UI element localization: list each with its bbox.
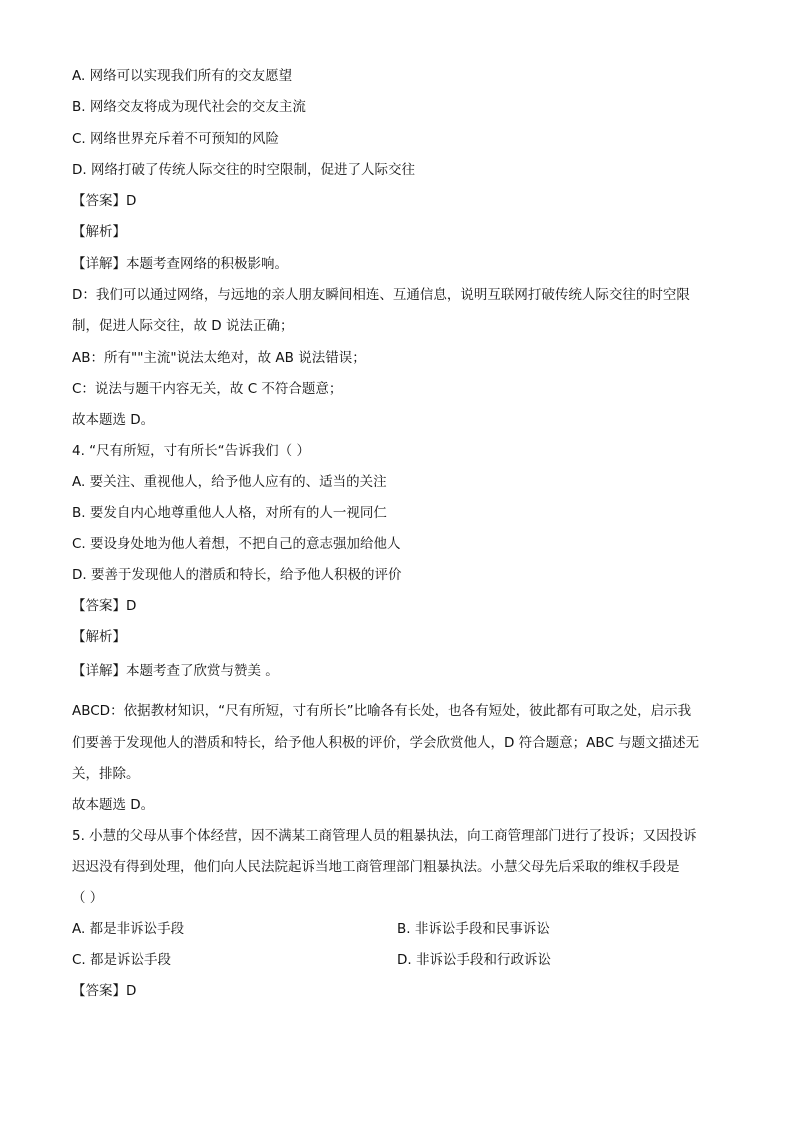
q4-option-d: D. 要善于发现他人的潜质和特长，给予他人积极的评价 [72, 567, 402, 583]
q3-option-a: A. 网络可以实现我们所有的交友愿望 [72, 68, 293, 84]
q4-analysis-heading: 【解析】 [72, 629, 126, 645]
q3-analysis-heading: 【解析】 [72, 224, 126, 240]
q5-option-a: A. 都是非诉讼手段 [72, 921, 185, 937]
q5-option-c: C. 都是诉讼手段 [72, 952, 172, 968]
q5-stem-line1: 5. 小慧的父母从事个体经营，因不满某工商管理人员的粗暴执法，向工商管理部门进行了投诉；又因投诉 [72, 828, 697, 844]
q4-stem: 4. “尺有所短，寸有所长“告诉我们（ ） [72, 443, 310, 459]
q4-conclusion: 故本题选 D。 [72, 797, 155, 813]
q4-detail: 【详解】本题考查了欣赏与赞美 。 [72, 663, 279, 679]
q4-explain-line3: 关，排除。 [72, 766, 140, 782]
q4-option-b: B. 要发自内心地尊重他人人格，对所有的人一视同仁 [72, 505, 387, 521]
q4-explain-line2: 们要善于发现他人的潜质和特长，给予他人积极的评价，学会欣赏他人，D 符合题意；ABC 与题文描述无 [72, 735, 700, 751]
q3-option-d: D. 网络打破了传统人际交往的时空限制，促进了人际交往 [72, 162, 415, 178]
q4-explain-line1: ABCD：依据教材知识，“尺有所短，寸有所长”比喻各有长处，也各有短处，彼此都有可取之处，启示我 [72, 703, 692, 719]
q4-answer: 【答案】D [72, 598, 137, 614]
q3-conclusion: 故本题选 D。 [72, 412, 155, 428]
q5-option-d: D. 非诉讼手段和行政诉讼 [397, 952, 551, 968]
q3-option-b: B. 网络交友将成为现代社会的交友主流 [72, 99, 306, 115]
q3-explain-d-line2: 制，促进人际交往，故 D 说法正确； [72, 318, 294, 334]
q3-answer: 【答案】D [72, 193, 137, 209]
q5-option-b: B. 非诉讼手段和民事诉讼 [397, 921, 550, 937]
q5-answer: 【答案】D [72, 983, 137, 999]
q5-stem-line3: （ ） [72, 890, 104, 906]
q3-detail: 【详解】本题考查网络的积极影响。 [72, 256, 288, 272]
q5-stem-line2: 迟迟没有得到处理，他们向人民法院起诉当地工商管理部门粗暴执法。小慧父母先后采取的维权手段是 [72, 859, 680, 875]
q4-option-a: A. 要关注、重视他人，给予他人应有的、适当的关注 [72, 474, 387, 490]
q3-option-c: C. 网络世界充斥着不可预知的风险 [72, 131, 280, 147]
q4-option-c: C. 要设身处地为他人着想，不把自己的意志强加给他人 [72, 536, 401, 552]
q3-explain-ab: AB：所有""主流"说法太绝对，故 AB 说法错误； [72, 350, 366, 366]
q3-explain-d-line1: D：我们可以通过网络，与远地的亲人朋友瞬间相连、互通信息，说明互联网打破传统人际交往的时空限 [72, 287, 690, 303]
q3-explain-c: C：说法与题干内容无关，故 C 不符合题意； [72, 381, 343, 397]
